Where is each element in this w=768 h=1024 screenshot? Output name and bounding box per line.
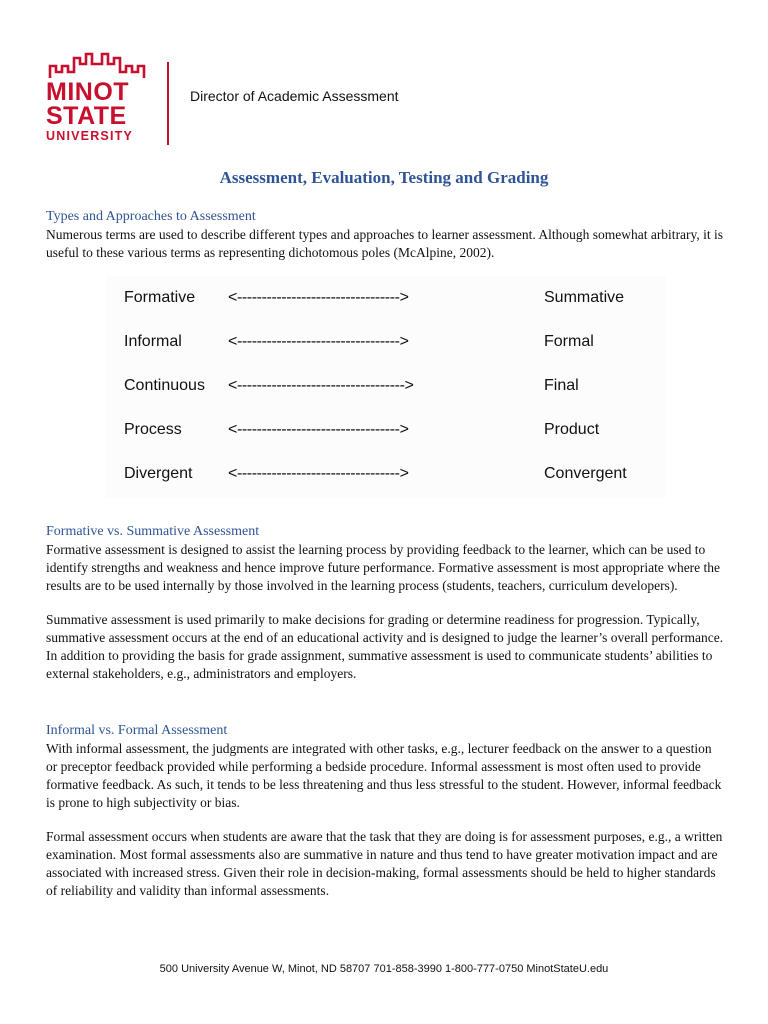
term-row <box>124 333 664 357</box>
department-title: Director of Academic Assessment <box>190 88 399 104</box>
term-row <box>124 421 664 445</box>
section-informal-formal <box>46 722 726 900</box>
term-left: Informal <box>124 333 182 350</box>
paragraph-formative: Formative assessment is designed to assist the learning process by providing feedback to the learner, which can be used to identify strengths and weakness and hence improve future performance. Formative assessment is most appropriate where the results are to be used internally by those involved in the learning process (students, teachers, curriculum developers). <box>46 542 721 593</box>
term-arrow: <---------------------------------> <box>228 465 409 482</box>
paragraph-types: Numerous terms are used to describe different types and approaches to learner assessment. Although somewhat arbitrary, it is useful to these various terms as representing dichotomous poles (McAlpine, 2002). <box>46 227 724 260</box>
section-formative-summative <box>46 523 726 683</box>
paragraph-informal: With informal assessment, the judgments are integrated with other tasks, e.g., lecturer feedback on the answer to a question or preceptor feedback provided while performing a bedside procedure. Informal assessment is most often used to provide formative feedback. As such, it tends to be less threatening and thus less stressful to the student. However, informal feedback is prone to high subjectivity or bias. <box>46 741 722 810</box>
logo-line-university: UNIVERSITY <box>46 129 134 143</box>
term-right: Final <box>544 377 579 394</box>
term-right: Product <box>544 421 600 438</box>
term-right: Summative <box>544 289 625 306</box>
term-row <box>124 465 664 489</box>
term-right: Formal <box>544 333 594 350</box>
term-left: Process <box>124 421 182 438</box>
term-row <box>124 289 664 313</box>
section-heading-types: Types and Approaches to Assessment <box>46 209 256 224</box>
term-left: Divergent <box>124 465 193 482</box>
term-arrow: <---------------------------------> <box>228 421 409 438</box>
header-divider <box>167 62 169 145</box>
term-left: Continuous <box>124 377 205 394</box>
term-left: Formative <box>124 289 196 306</box>
term-arrow: <---------------------------------> <box>228 333 409 350</box>
castle-crenellation-icon <box>46 52 154 80</box>
logo-line-state: STATE <box>46 102 127 130</box>
paragraph-formal: Formal assessment occurs when students are aware that the task that they are doing is for assessment purposes, e.g., a written examination. Most formal assessments also are summative in nature and thus tend to have greater motivation impact and are associated with increased stress. Given their role in decision-making, formal assessments should be held to higher standards of reliability and validity than informal assessments. <box>46 829 723 898</box>
term-right: Convergent <box>544 465 627 482</box>
section-heading-formative: Formative vs. Summative Assessment <box>46 524 260 539</box>
section-types <box>46 208 726 262</box>
logo-wordmark <box>46 80 154 143</box>
paragraph-summative: Summative assessment is used primarily to make decisions for grading or determine readiness for progression. Typically, summative assessment occurs at the end of an educational activity and is designed to judge the learner’s overall performance. In addition to providing the basis for grade assignment, summative assessment is used to communicate students’ abilities to external stakeholders, e.g., administrators and employers. <box>46 612 724 681</box>
document-title: Assessment, Evaluation, Testing and Grading <box>219 168 549 187</box>
term-arrow: <---------------------------------> <box>228 289 409 306</box>
section-heading-informal: Informal vs. Formal Assessment <box>46 723 228 738</box>
term-row <box>124 377 664 401</box>
university-logo <box>46 52 154 148</box>
dichotomy-table <box>106 276 666 498</box>
term-arrow: <----------------------------------> <box>228 377 414 394</box>
logo-line-minot: MINOT <box>46 78 130 106</box>
footer-contact: 500 University Avenue W, Minot, ND 58707 701-858-3990 1-800-777-0750 MinotStateU.edu <box>159 963 609 975</box>
